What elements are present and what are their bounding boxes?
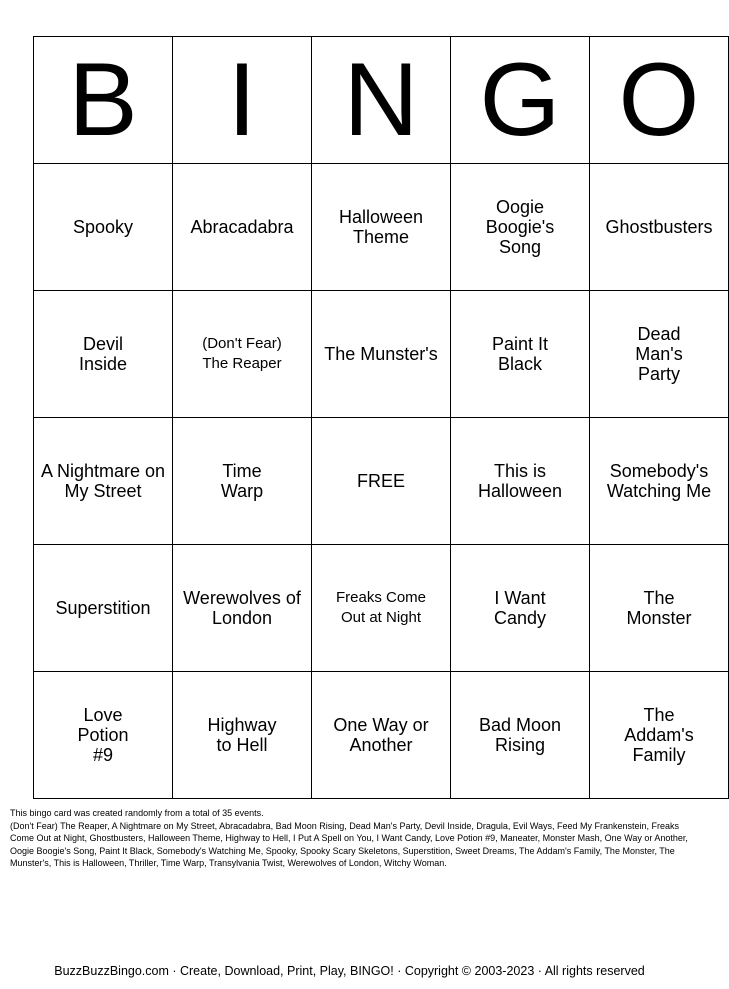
card-cell: The Munster's [312, 291, 451, 418]
free-space: FREE [312, 418, 451, 545]
card-cell: Spooky [34, 164, 173, 291]
header-letter-g: G [451, 37, 590, 164]
header-letter-n: N [312, 37, 451, 164]
events-note [10, 807, 690, 870]
card-cell: Freaks Come Out at Night [312, 545, 451, 672]
card-cell: Dead Man's Party [590, 291, 729, 418]
card-cell: One Way or Another [312, 672, 451, 799]
card-cell: Ghostbusters [590, 164, 729, 291]
card-row [34, 291, 729, 418]
bingo-card [33, 36, 729, 799]
card-cell: Time Warp [173, 418, 312, 545]
card-cell: Highway to Hell [173, 672, 312, 799]
card-cell: Bad Moon Rising [451, 672, 590, 799]
card-row [34, 164, 729, 291]
header-row [34, 37, 729, 164]
card-cell: A Nightmare on My Street [34, 418, 173, 545]
card-cell: Love Potion #9 [34, 672, 173, 799]
card-cell: This is Halloween [451, 418, 590, 545]
header-letter-o: O [590, 37, 729, 164]
card-cell: (Don't Fear) The Reaper [173, 291, 312, 418]
header-letter-b: B [34, 37, 173, 164]
card-row [34, 545, 729, 672]
events-note-intro: This bingo card was created randomly from a total of 35 events. [10, 808, 264, 818]
card-cell: Paint It Black [451, 291, 590, 418]
card-cell: Devil Inside [34, 291, 173, 418]
card-cell: Halloween Theme [312, 164, 451, 291]
card-row [34, 418, 729, 545]
header-letter-i: I [173, 37, 312, 164]
card-cell: Superstition [34, 545, 173, 672]
footer-text: BuzzBuzzBingo.com · Create, Download, Print, Play, BINGO! · Copyright © 2003-2023 · All rights reserved [54, 964, 645, 978]
card-cell: Oogie Boogie's Song [451, 164, 590, 291]
card-row [34, 672, 729, 799]
card-cell: The Addam's Family [590, 672, 729, 799]
card-cell: Somebody's Watching Me [590, 418, 729, 545]
events-list: (Don't Fear) The Reaper, A Nightmare on My Street, Abracadabra, Bad Moon Rising, Dead Man's Party, Devil Inside, Dragula, Evil Ways, Feed My Frankenstein, Freaks Come Out at Night, Ghostbusters, Halloween Theme, Highway to Hell, I Put A Spell on You, I Want Candy, Love Potion #9, Maneater, Monster Mash, One Way or Another, Oogie Boogie's Song, Paint It Black, Somebody's Watching Me, Spooky, Spooky Scary Skeletons, Superstition, Sweet Dreams, The Addam's Family, The Monster, The Munster's, This is Halloween, Thriller, Time Warp, Transylvania Twist, Werewolves of London, Witchy Woman. [10, 820, 688, 868]
card-cell: The Monster [590, 545, 729, 672]
card-cell: Abracadabra [173, 164, 312, 291]
card-cell: Werewolves of London [173, 545, 312, 672]
card-cell: I Want Candy [451, 545, 590, 672]
